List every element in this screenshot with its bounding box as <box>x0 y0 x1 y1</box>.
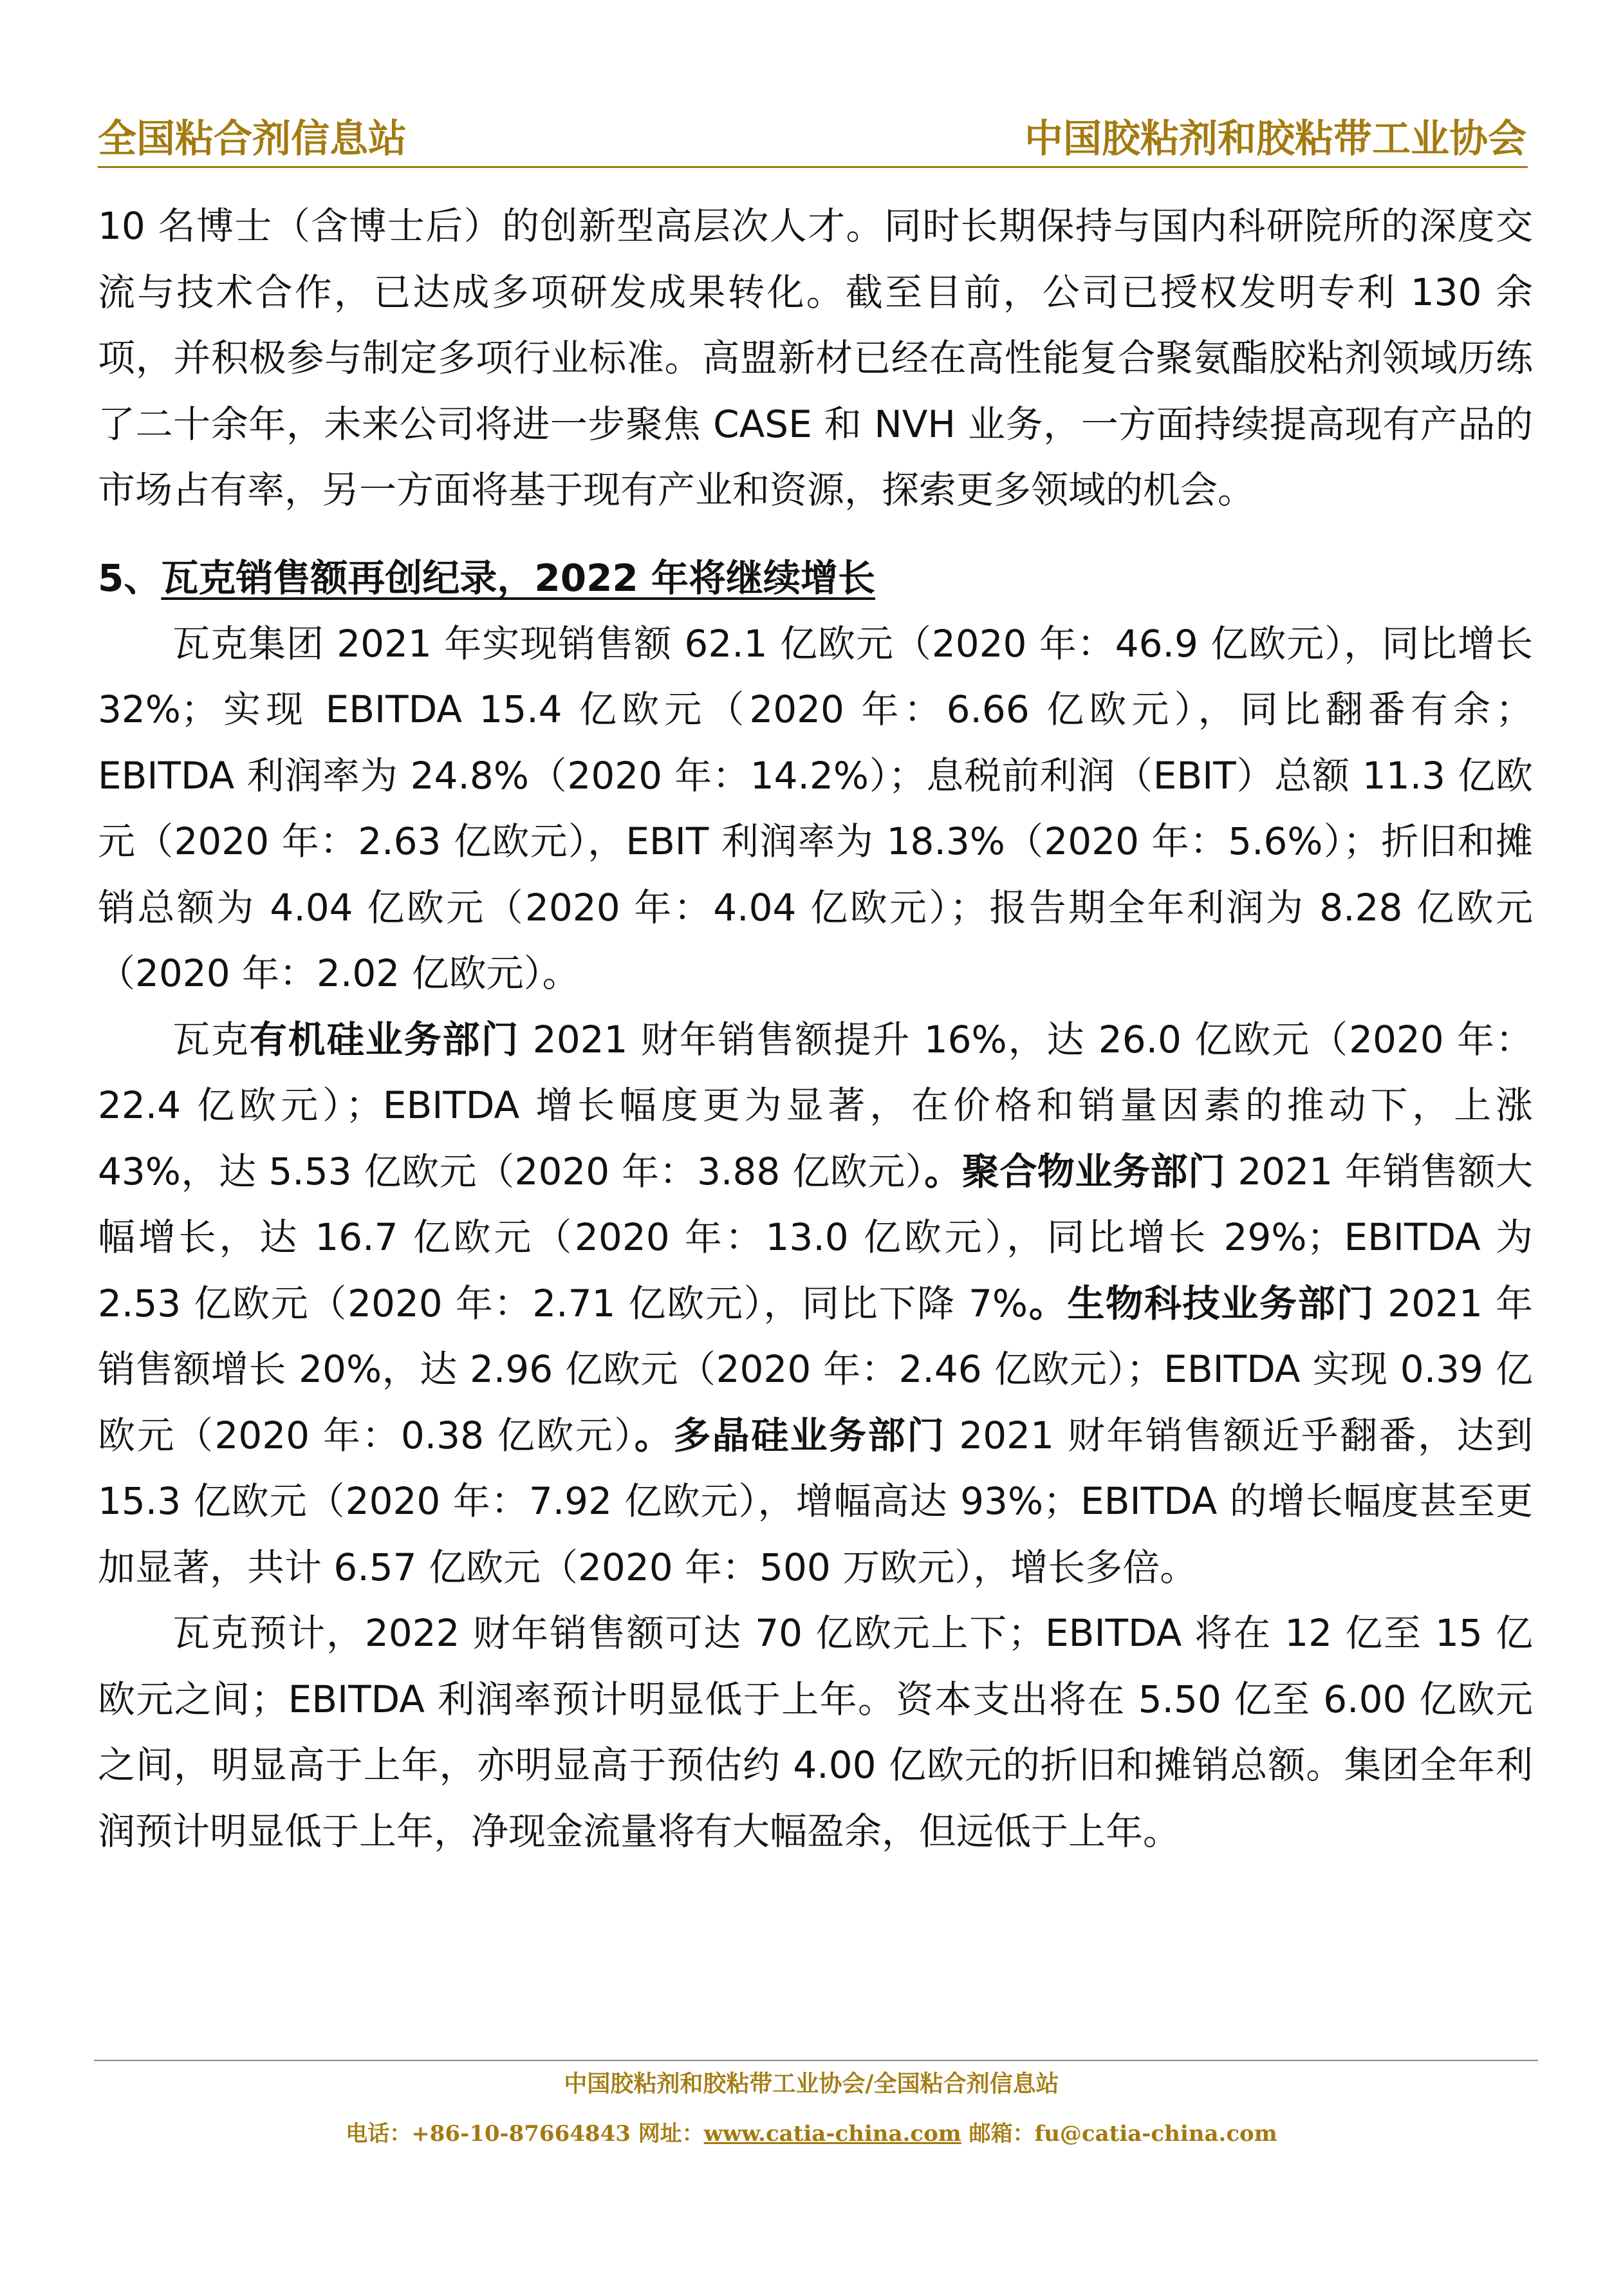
wacker-divisions-paragraph <box>98 1007 1533 1601</box>
footer-contact <box>0 2118 1623 2150</box>
footer-email[interactable]: fu@catia-china.com <box>1034 2121 1277 2147</box>
biosolutions-division-label: 。生物科技业务部门 <box>1028 1281 1375 1325</box>
footer-website-link[interactable]: www.catia-china.com <box>703 2121 961 2147</box>
divisions-text-e: 2021 年销售额增长 20%，达 2.96 亿欧元（2020 年：2.46 亿欧元）；EBITDA 实现 0.39 亿欧元（2020 年：0.38 亿欧元） <box>98 1281 1533 1457</box>
divisions-text-f: 2021 财年销售额近乎翻番，达到 15.3 亿欧元（2020 年：7.92 亿欧元），增幅高达 93%；EBITDA 的增长幅度甚至更加显著，共计 6.57 亿欧元（2020 年：500 万欧元），增长多倍。 <box>98 1413 1533 1589</box>
divisions-text-c: 2021 财年销售额提升 16%，达 26.0 亿欧元（2020 年：22.4 亿欧元）；EBITDA 增长幅度更为显著，在价格和销量因素的推动下，上涨 43%，达 5.53 亿欧元（2020 年：3.88 亿欧元） <box>98 1017 1533 1193</box>
divisions-text-a: 瓦克 <box>172 1017 250 1061</box>
polymers-division-label: 。聚合物业务部门 <box>924 1149 1226 1193</box>
polysilicon-division-label: 。多晶硅业务部门 <box>634 1413 946 1457</box>
header-divider <box>98 166 1528 168</box>
divisions-text-d: 2021 年销售额大幅增长，达 16.7 亿欧元（2020 年：13.0 亿欧元），同比增长 29%；EBITDA 为 2.53 亿欧元（2020 年：2.71 亿欧元），同比下降 7% <box>98 1149 1533 1325</box>
header-left-title: 全国粘合剂信息站 <box>98 117 407 162</box>
wacker-outlook-paragraph: 瓦克预计，2022 财年销售额可达 70 亿欧元上下；EBITDA 将在 12 亿至 15 亿欧元之间；EBITDA 利润率预计明显低于上年。资本支出将在 5.50 亿至 6.00 亿欧元之间，明显高于上年，亦明显高于预估约 4.00 亿欧元的折旧和摊销总额。集团全年利润预计明显低于上年，净现金流量将有大幅盈余，但远低于上年。 <box>98 1611 1533 1853</box>
document-body <box>98 193 1533 1864</box>
footer-phone-label: 电话： <box>346 2121 412 2147</box>
footer-divider <box>94 2060 1538 2061</box>
section-5-number: 5、 <box>98 555 162 600</box>
silicones-division-label: 有机硅业务部门 <box>249 1017 520 1061</box>
footer-web-label: 网址： <box>630 2121 704 2147</box>
intro-paragraph: 10 名博士（含博士后）的创新型高层次人才。同时长期保持与国内科研院所的深度交流与技术合作，已达成多项研发成果转化。截至目前，公司已授权发明专利 130 余项，并积极参与制定多项行业标准。高盟新材已经在高性能复合聚氨酯胶粘剂领域历练了二十余年，未来公司将进一步聚焦 CASE 和 NVH 业务，一方面持续提高现有产品的市场占有率，另一方面将基于现有产业和资源，探索更多领域的机会。 <box>98 204 1533 512</box>
section-5-title: 瓦克销售额再创纪录，2022 年将继续增长 <box>161 555 875 600</box>
section-5-heading <box>98 545 1533 611</box>
footer-organization: 中国胶粘剂和胶粘带工业协会/全国粘合剂信息站 <box>564 2070 1059 2097</box>
footer-phone: +86-10-87664843 <box>411 2121 631 2147</box>
wacker-group-paragraph: 瓦克集团 2021 年实现销售额 62.1 亿欧元（2020 年：46.9 亿欧元），同比增长 32%；实现 EBITDA 15.4 亿欧元（2020 年：6.66 亿欧元），同比翻番有余；EBITDA 利润率为 24.8%（2020 年：14.2%）；息税前利润（EBIT）总额 11.3 亿欧元（2020 年：2.63 亿欧元），EBIT 利润率为 18.3%（2020 年：5.6%）；折旧和摊销总额为 4.04 亿欧元（2020 年：4.04 亿欧元）；报告期全年利润为 8.28 亿欧元（2020 年：2.02 亿欧元）。 <box>98 621 1533 995</box>
header-right-title: 中国胶粘剂和胶粘带工业协会 <box>1025 117 1526 162</box>
footer-mail-label: 邮箱： <box>961 2121 1035 2147</box>
